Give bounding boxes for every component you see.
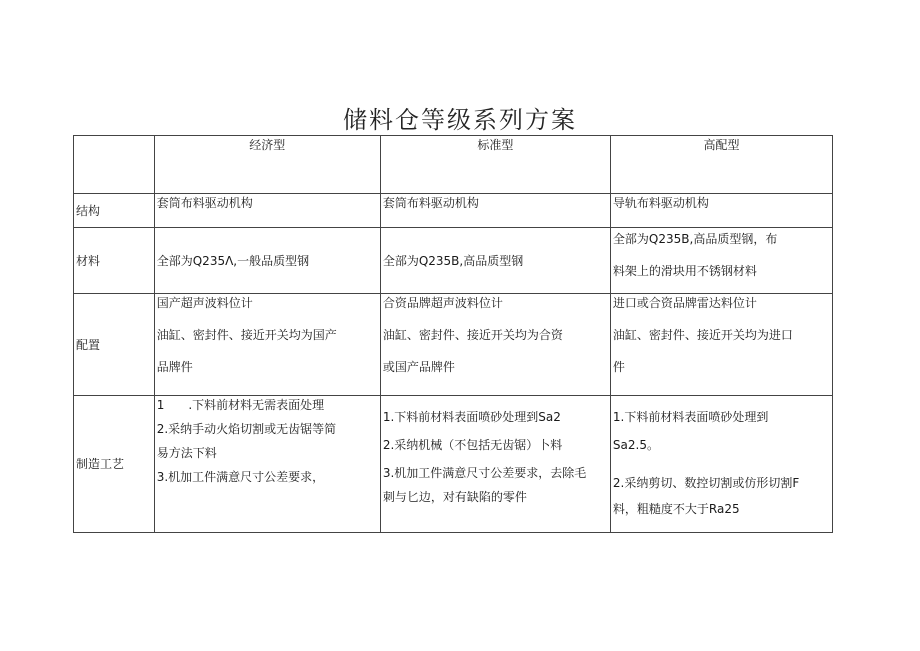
table-cell: 1.下料前材料表面喷砂处理到 Sa2.5。 2.采纳剪切、数控切割或仿形切割F 料，粗糙度不大于Ra25 [610, 396, 832, 533]
header-cell-economy: 经济型 [154, 136, 380, 194]
table-header-row [74, 136, 833, 194]
header-cell-premium: 高配型 [610, 136, 832, 194]
table-row-configuration [74, 294, 833, 396]
table-row-structure [74, 194, 833, 228]
document-title: 储料仓等级系列方案 [343, 106, 577, 134]
table-cell: 套筒布料驱动机构 [154, 194, 380, 228]
row-label-manufacturing: 制造工艺 [74, 396, 155, 533]
row-label-structure: 结构 [74, 194, 155, 228]
table-cell: 导轨布料驱动机构 [610, 194, 832, 228]
table-row-manufacturing [74, 396, 833, 533]
table-cell: 进口或合资品牌雷达料位计 油缸、密封件、接近开关均为进口 件 [610, 294, 832, 396]
row-label-configuration: 配置 [74, 294, 155, 396]
table-row-material [74, 228, 833, 294]
table-cell: 全部为Q235B,高品质型钢，布 料架上的滑块用不锈钢材料 [610, 228, 832, 294]
table-cell: 1.下料前材料表面喷砂处理到Sa2 2.采纳机械（不包括无齿锯）卜料 3.机加工件满意尺寸公差要求，去除毛 刺与匕边，对有缺陷的零件 [380, 396, 610, 533]
table-cell: 国产超声波料位计 油缸、密封件、接近开关均为国产 品牌件 [154, 294, 380, 396]
header-cell-standard: 标准型 [380, 136, 610, 194]
table-cell: 全部为Q235Λ,一般品质型钢 [154, 228, 380, 294]
row-label-material: 材料 [74, 228, 155, 294]
header-cell-empty [74, 136, 155, 194]
table-cell: 1 .下料前材料无需表面处理 2.采纳手动火焰切割或无齿锯等简 易方法下料 3.机加工件满意尺寸公差要求， [154, 396, 380, 533]
spec-table [73, 135, 833, 533]
table-cell: 套筒布料驱动机构 [380, 194, 610, 228]
table-cell: 合资品牌超声波料位计 油缸、密封件、接近开关均为合资 或国产品牌件 [380, 294, 610, 396]
table-cell: 全部为Q235B,高品质型钢 [380, 228, 610, 294]
